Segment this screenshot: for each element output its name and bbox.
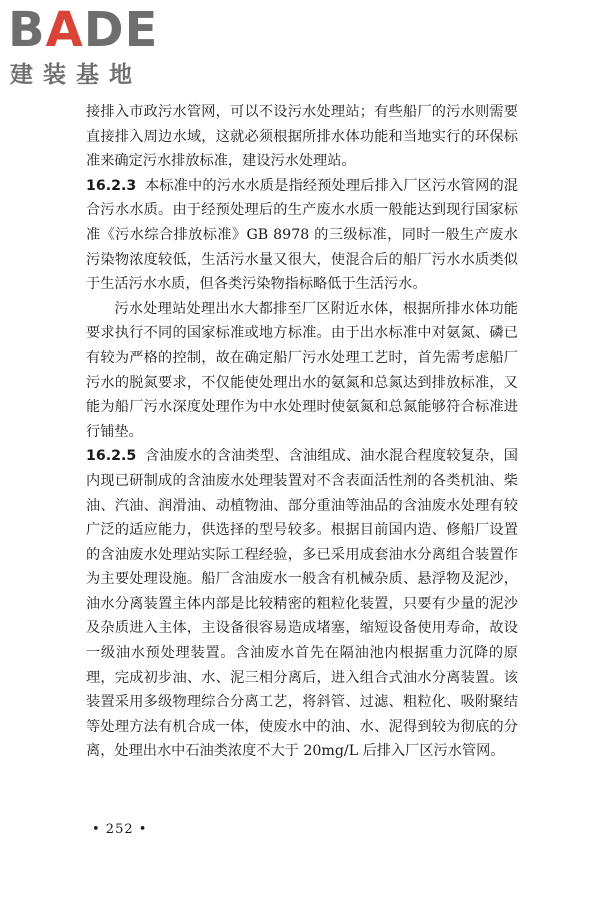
logo-letters-de: DE (83, 2, 159, 58)
document-body (86, 100, 518, 764)
logo-subtitle: 建装基地 (10, 62, 142, 88)
clause-16-2-5 (86, 444, 518, 764)
paragraph-indented (86, 297, 518, 445)
logo-wordmark (8, 2, 159, 58)
logo-letter-a-accent: A (45, 2, 84, 58)
page-number: • 252 • (92, 822, 148, 837)
clause-number: 16.2.5 (86, 448, 137, 465)
paragraph-text: 接排入市政污水管网，可以不设污水处理站；有些船厂的污水则需要直接排入周边水域，这就必须根据所排水体功能和当地实行的环保标准来确定污水排放标准，建设污水处理站。 (86, 104, 518, 170)
logo (8, 2, 178, 90)
clause-text: 本标准中的污水水质是指经预处理后排入厂区污水管网的混合污水水质。由于经预处理后的生产废水水质一般能达到现行国家标准《污水综合排放标准》GB 8978 的三级标准，同时一般生产废水污染物浓度较低，生活污水量又很大，使混合后的船厂污水水质类似于生活污水水质，但各类污染物指标略低于生活污水。 (86, 177, 518, 293)
clause-text: 含油废水的含油类型、含油组成、油水混合程度较复杂，国内现已研制成的含油废水处理装置对不含表面活性剂的各类机油、柴油、汽油、润滑油、动植物油、部分重油等油品的含油废水处理有较广泛的适应能力，供选择的型号较多。根据目前国内造、修船厂设置的含油废水处理站实际工程经验，多已采用成套油水分离组合装置作为主要处理设施。船厂含油废水一般含有机械杂质、悬浮物及泥沙，油水分离装置主体内部是比较精密的粗粒化装置，只要有少量的泥沙及杂质进入主体，主设备很容易造成堵塞，缩短设备使用寿命，故设一级油水预处理装置。含油废水首先在隔油池内根据重力沉降的原理，完成初步油、水、泥三相分离后，进入组合式油水分离装置。该装置采用多级物理综合分离工艺，将斜管、过滤、粗粒化、吸附聚结等处理方法有机合成一体，使废水中的油、水、泥得到较为彻底的分离，处理出水中石油类浓度不大于 20mg/L 后排入厂区污水管网。 (86, 448, 518, 760)
logo-letter-b: B (8, 2, 46, 58)
paragraph-text: 污水处理站处理出水大都排至厂区附近水体，根据所排水体功能要求执行不同的国家标准或地方标准。由于出水标准中对氨氮、磷已有较为严格的控制，故在确定船厂污水处理工艺时，首先需考虑船厂污水的脱氮要求，不仅能使处理出水的氨氮和总氮达到排放标准，又能为船厂污水深度处理作为中水处理时使氨氮和总氮能够符合标准进行铺垫。 (86, 300, 518, 440)
paragraph-continuation (86, 100, 518, 174)
clause-16-2-3 (86, 174, 518, 297)
clause-number: 16.2.3 (86, 177, 137, 194)
